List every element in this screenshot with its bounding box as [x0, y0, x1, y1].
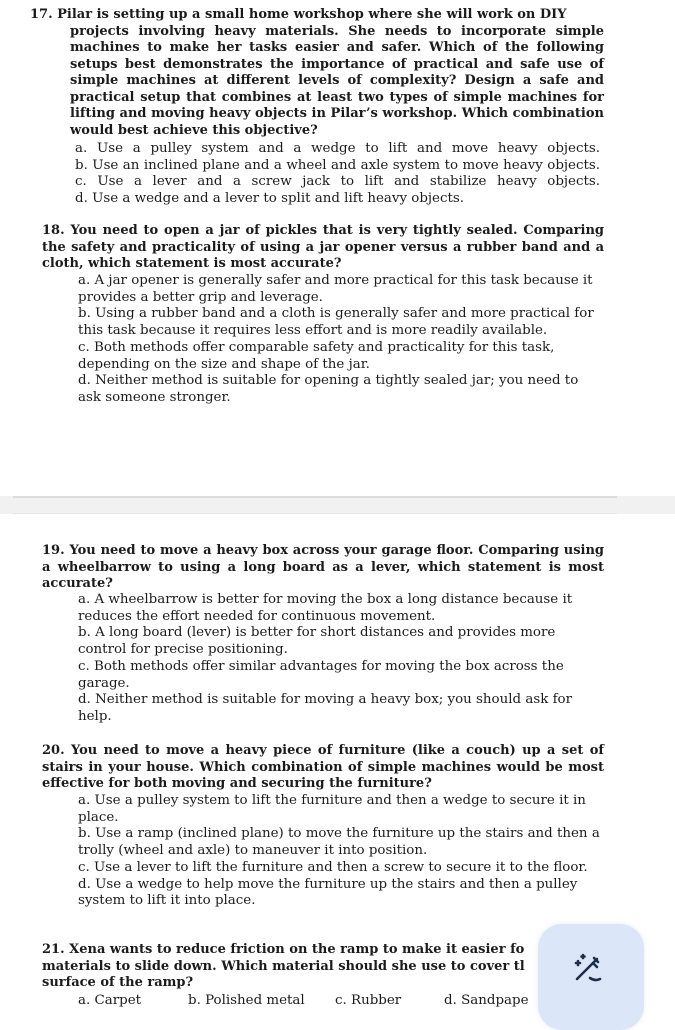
- question-17-options: [75, 141, 600, 208]
- question-17-option-b[interactable]: b. Use an inclined plane and a wheel and axle system to move heavy objects.: [75, 157, 600, 173]
- question-sheet-1: [13, 0, 617, 496]
- question-21-option-d[interactable]: d. Sandpape: [444, 993, 529, 1008]
- question-19-option-d[interactable]: d. Neither method is suitable for moving a heavy box; you should ask for help.: [78, 692, 572, 724]
- question-17-lead: 17. Pilar is setting up a small home workshop where she will work on DIY: [30, 7, 567, 22]
- question-19-option-a[interactable]: a. A wheelbarrow is better for moving the box a long distance because it reduces the effort needed for continuous movement.: [78, 592, 573, 624]
- question-20-stem: 20. You need to move a heavy piece of furniture (like a couch) up a set of stairs in your house. Which combination of simple machines would be most effective for both moving and securing the furniture?: [42, 743, 604, 791]
- question-20-option-b[interactable]: b. Use a ramp (inclined plane) to move the furniture up the stairs and then a trolly (wheel and axle) to maneuver it into position.: [78, 826, 600, 859]
- question-19-stem: 19. You need to move a heavy box across your garage floor. Comparing using a wheelbarrow to using a long board as a lever, which statement is most accurate?: [42, 543, 604, 591]
- question-21-stem-line-1: 21. Xena wants to reduce friction on the ramp to make it easier fo: [42, 942, 525, 957]
- question-18-option-a[interactable]: a. A jar opener is generally safer and more practical for this task because it provides a better grip and leverage.: [78, 273, 593, 305]
- question-21-stem-line-3: surface of the ramp?: [42, 975, 194, 990]
- question-21-option-c[interactable]: c. Rubber: [335, 993, 402, 1008]
- question-17-stem: [30, 7, 604, 139]
- question-18-option-d[interactable]: d. Neither method is suitable for opening a tightly sealed jar; you need to ask someone stronger.: [78, 373, 579, 405]
- question-21-stem: [42, 942, 582, 992]
- question-20-option-a[interactable]: a. Use a pulley system to lift the furniture and then a wedge to secure it in place.: [78, 793, 586, 825]
- question-19-options: [78, 592, 601, 726]
- question-21-option-a[interactable]: a. Carpet: [78, 993, 142, 1008]
- magic-edit-button[interactable]: [538, 924, 644, 1030]
- question-17-option-c[interactable]: c. Use a lever and a screw jack to lift and stabilize heavy objects.: [75, 174, 600, 190]
- question-17-option-d[interactable]: d. Use a wedge and a lever to split and lift heavy objects.: [75, 191, 464, 207]
- question-18-options: [78, 273, 603, 407]
- question-20-options: [78, 793, 604, 910]
- question-18-option-b[interactable]: b. Using a rubber band and a cloth is generally safer and more practical for this task because it requires less effort and is more readily available.: [78, 306, 594, 339]
- question-sheet-2: [13, 514, 617, 1020]
- question-21-options: [78, 993, 548, 1010]
- question-18-stem: 18. You need to open a jar of pickles that is very tightly sealed. Comparing the safety and practicality of using a jar opener versus a rubber band and a cloth, which statement is most accurate?: [42, 223, 604, 271]
- question-17-option-a[interactable]: a. Use a pulley system and a wedge to lift and move heavy objects.: [75, 141, 600, 156]
- page-shadow-top: [13, 496, 617, 498]
- question-18-option-c[interactable]: c. Both methods offer comparable safety and practicality for this task, depending on the size and shape of the jar.: [78, 339, 555, 372]
- question-19-option-c[interactable]: c. Both methods offer similar advantages for moving the box across the garage.: [78, 658, 564, 691]
- question-19-option-b[interactable]: b. A long board (lever) is better for short distances and provides more control for precise positioning.: [78, 625, 556, 658]
- question-21-option-b[interactable]: b. Polished metal: [188, 993, 305, 1008]
- question-20-option-c[interactable]: c. Use a lever to lift the furniture and then a screw to secure it to the floor.: [78, 859, 588, 875]
- question-20-option-d[interactable]: d. Use a wedge to help move the furniture up the stairs and then a pulley system to lift it into place.: [78, 876, 578, 909]
- page-divider: [0, 496, 675, 514]
- question-17-continued: projects involving heavy materials. She needs to incorporate simple machines to make her tasks easier and safer. Which of the following setups best demonstrates the importance of practical and safe use of simple machines at different levels of complexity? Design a safe and practical setup that combines at least two types of simple machines for lifting and moving heavy objects in Pilar’s workshop. Which combination would best achieve this objective?: [70, 23, 604, 138]
- magic-pen-icon: [568, 948, 608, 988]
- question-21-stem-line-2: materials to slide down. Which material should she use to cover tl: [42, 958, 525, 974]
